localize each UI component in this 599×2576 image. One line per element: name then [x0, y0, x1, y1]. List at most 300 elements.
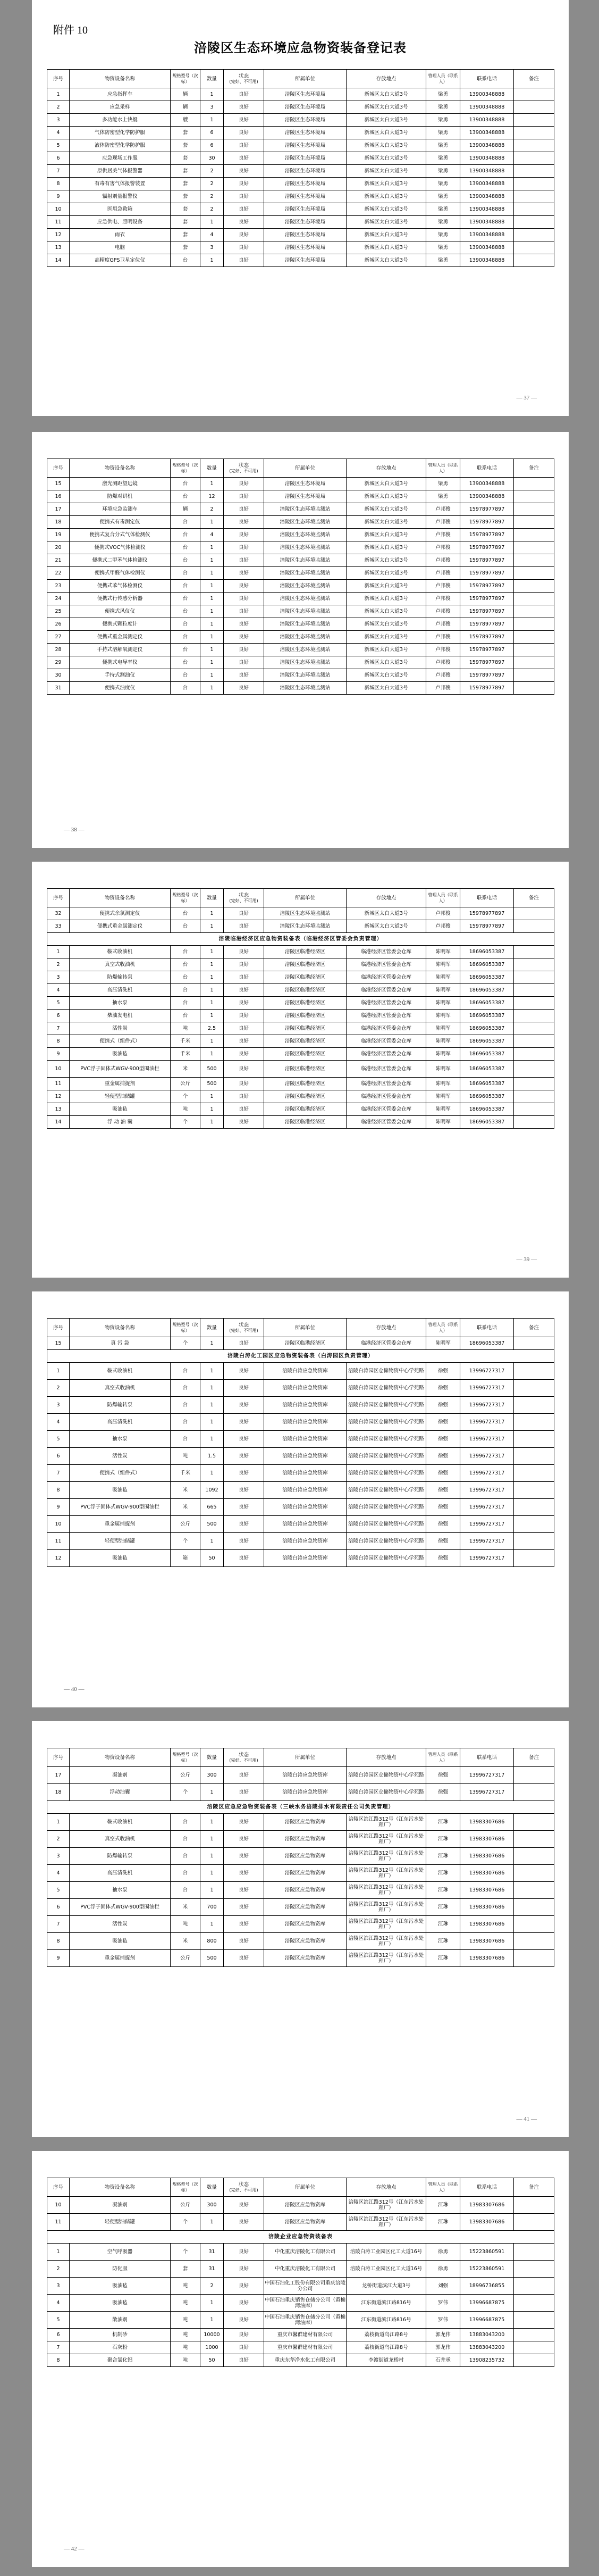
- table-row: [47, 644, 554, 656]
- header-seq: [47, 70, 70, 88]
- cell-seq: 1: [47, 946, 70, 958]
- cell-remark: [514, 1899, 554, 1916]
- cell-manager: 梁勇: [426, 190, 460, 203]
- cell-spec: 套: [171, 241, 200, 254]
- cell-status: 良好: [224, 541, 264, 554]
- header-seq: [47, 2178, 70, 2197]
- cell-location: 涪陵白涛园区仓储物资中心学苑路: [347, 1550, 426, 1567]
- cell-location: 新城区太白大道3号: [347, 618, 426, 631]
- cell-qty: 1: [200, 554, 224, 567]
- document-page: [32, 862, 569, 1278]
- cell-qty: 30: [200, 152, 224, 165]
- cell-phone: 15978977897: [460, 529, 514, 541]
- header-spec-text: 规格型号（次标）: [172, 893, 198, 903]
- cell-qty: 50: [200, 2354, 224, 2367]
- table-row: [47, 478, 554, 490]
- cell-remark: [514, 2244, 554, 2261]
- header-unit: [264, 459, 347, 478]
- cell-unit: 涪陵区应急物资库: [264, 1899, 347, 1916]
- cell-unit: 涪陵区生态环境监测站: [264, 682, 347, 695]
- header-spec: [171, 889, 200, 907]
- cell-qty: 1: [200, 1397, 224, 1414]
- cell-qty: 1: [200, 1831, 224, 1848]
- cell-status: 良好: [224, 2295, 264, 2312]
- header-location: [347, 2178, 426, 2197]
- cell-location: 江东街道滨江路816号: [347, 2295, 426, 2312]
- cell-status: 良好: [224, 984, 264, 997]
- cell-seq: 9: [47, 190, 70, 203]
- cell-location: 新城区太白大道3号: [347, 152, 426, 165]
- cell-qty: 2: [200, 190, 224, 203]
- cell-seq: 7: [47, 165, 70, 178]
- document-page: [32, 1721, 569, 2137]
- cell-remark: [514, 567, 554, 580]
- cell-location: 涪陵白涛工业园区化工大道16号: [347, 2244, 426, 2261]
- cell-location: 江东街道滨江路816号: [347, 2312, 426, 2329]
- header-status: [224, 1748, 264, 1767]
- cell-location: 临港经济区管委会仓库: [347, 1103, 426, 1116]
- section-row: [47, 1350, 554, 1363]
- cell-name: 高压清洗机: [70, 1414, 171, 1431]
- cell-qty: 1: [200, 2295, 224, 2312]
- cell-status: 良好: [224, 656, 264, 669]
- header-status-label: 状态: [238, 1752, 249, 1758]
- cell-seq: 5: [47, 2312, 70, 2329]
- cell-status: 良好: [224, 2244, 264, 2261]
- cell-remark: [514, 88, 554, 101]
- cell-status: 良好: [224, 1465, 264, 1482]
- cell-qty: 1: [200, 946, 224, 958]
- cell-status: 良好: [224, 1116, 264, 1129]
- cell-phone: 13996687875: [460, 2295, 514, 2312]
- header-remark: [514, 1748, 554, 1767]
- cell-remark: [514, 190, 554, 203]
- cell-remark: [514, 1814, 554, 1831]
- table-row: [47, 1448, 554, 1465]
- header-location-text: 存放地点: [376, 1324, 396, 1331]
- header-status-label: 状态: [238, 73, 249, 79]
- cell-qty: 1: [200, 478, 224, 490]
- header-spec-text: 规格型号（次标）: [172, 1752, 198, 1763]
- document-page: [32, 1291, 569, 1707]
- cell-remark: [514, 2197, 554, 2214]
- table-row: [47, 1380, 554, 1397]
- cell-manager: 徐强: [426, 1516, 460, 1533]
- cell-spec: 套: [171, 165, 200, 178]
- cell-spec: 个: [171, 1090, 200, 1103]
- cell-remark: [514, 254, 554, 267]
- cell-name: 活性炭: [70, 1448, 171, 1465]
- cell-phone: 13900348888: [460, 254, 514, 267]
- header-status: [224, 70, 264, 88]
- cell-unit: 涪陵区临港经济区: [264, 946, 347, 958]
- cell-unit: 涪陵区临港经济区: [264, 997, 347, 1010]
- table-row: [47, 503, 554, 516]
- header-spec-text: 规格型号（次标）: [172, 73, 198, 84]
- cell-qty: 300: [200, 2197, 224, 2214]
- cell-name: 防爆对讲机: [70, 490, 171, 503]
- header-location-text: 存放地点: [376, 76, 396, 82]
- cell-phone: 18696053387: [460, 971, 514, 984]
- equipment-table: [47, 1748, 554, 1967]
- cell-name: 有毒有害气体报警装置: [70, 178, 171, 190]
- header-unit-text: 所属单位: [294, 1754, 315, 1761]
- cell-qty: 1: [200, 1848, 224, 1865]
- cell-manager: 卢邦俊: [426, 593, 460, 605]
- cell-spec: 个: [171, 2244, 200, 2261]
- cell-location: 新城区太白大道3号: [347, 88, 426, 101]
- table-row: [47, 567, 554, 580]
- cell-status: 良好: [224, 1482, 264, 1499]
- cell-status: 良好: [224, 88, 264, 101]
- cell-spec: 台: [171, 618, 200, 631]
- cell-spec: 台: [171, 631, 200, 644]
- cell-manager: 卢邦俊: [426, 541, 460, 554]
- cell-location: 临港经济区管委会仓库: [347, 971, 426, 984]
- cell-unit: 涪陵区应急物资库: [264, 1865, 347, 1882]
- cell-status: 良好: [224, 127, 264, 139]
- cell-remark: [514, 631, 554, 644]
- header-spec-text: 规格型号（次标）: [172, 1322, 198, 1333]
- cell-manager: 罗伟: [426, 2312, 460, 2329]
- table-row: [47, 88, 554, 101]
- cell-seq: 4: [47, 127, 70, 139]
- cell-status: 良好: [224, 478, 264, 490]
- cell-status: 良好: [224, 907, 264, 920]
- cell-status: 良好: [224, 997, 264, 1010]
- cell-name: PVC浮子固体式WGV-900型围油栏: [70, 1899, 171, 1916]
- cell-seq: 2: [47, 2261, 70, 2278]
- header-manager-text: 管理人员（联系人）: [428, 2182, 458, 2192]
- cell-manager: 梁勇: [426, 229, 460, 241]
- cell-remark: [514, 1035, 554, 1048]
- cell-unit: 涪陵区临港经济区: [264, 1022, 347, 1035]
- cell-location: 李渡街道龙桥村: [347, 2354, 426, 2367]
- cell-qty: 1: [200, 1363, 224, 1380]
- cell-status: 良好: [224, 644, 264, 656]
- header-manager-text: 管理人员（联系人）: [428, 73, 458, 84]
- cell-qty: 1: [200, 567, 224, 580]
- cell-location: 涪陵白涛园区仓储物资中心学苑路: [347, 1767, 426, 1784]
- header-manager: [426, 889, 460, 907]
- cell-name: 便携式苯气体检测仪: [70, 580, 171, 593]
- cell-spec: 套: [171, 2261, 200, 2278]
- table-row: [47, 958, 554, 971]
- cell-manager: 陈明军: [426, 1090, 460, 1103]
- cell-unit: 涪陵区临港经济区: [264, 1116, 347, 1129]
- cell-phone: 18696053387: [460, 997, 514, 1010]
- cell-seq: 8: [47, 1933, 70, 1950]
- cell-status: 良好: [224, 139, 264, 152]
- cell-location: 临港经济区管委会仓库: [347, 1035, 426, 1048]
- cell-name: 气体防密型化学防护服: [70, 127, 171, 139]
- cell-qty: 1: [200, 971, 224, 984]
- cell-phone: 13908235732: [460, 2354, 514, 2367]
- cell-manager: 卢邦俊: [426, 656, 460, 669]
- table-row: [47, 178, 554, 190]
- header-location-text: 存放地点: [376, 2184, 396, 2190]
- cell-status: 良好: [224, 152, 264, 165]
- cell-phone: 13996727317: [460, 1465, 514, 1482]
- cell-status: 良好: [224, 1933, 264, 1950]
- cell-unit: 涪陵区生态环境监测站: [264, 541, 347, 554]
- cell-manager: 徐强: [426, 1414, 460, 1431]
- cell-unit: 涪陵区临港经济区: [264, 1010, 347, 1022]
- cell-name: 便携式（组件式）: [70, 1465, 171, 1482]
- cell-status: 良好: [224, 1831, 264, 1848]
- header-status-sub: (完好、不可用): [229, 1328, 258, 1333]
- cell-spec: 套: [171, 139, 200, 152]
- cell-spec: 台: [171, 490, 200, 503]
- cell-location: 涪陵区滨江路312号（江东污水处理厂）: [347, 1950, 426, 1967]
- cell-qty: 1: [200, 682, 224, 695]
- cell-name: PVC浮子固体式WGV-900型围油栏: [70, 1499, 171, 1516]
- header-status: [224, 1319, 264, 1337]
- cell-remark: [514, 1767, 554, 1784]
- table-row: [47, 1482, 554, 1499]
- cell-manager: 徐勇: [426, 2244, 460, 2261]
- cell-remark: [514, 1116, 554, 1129]
- cell-phone: 13996727317: [460, 1363, 514, 1380]
- cell-spec: 台: [171, 644, 200, 656]
- cell-spec: 台: [171, 567, 200, 580]
- cell-location: 涪陵白涛园区仓储物资中心学苑路: [347, 1380, 426, 1397]
- cell-name: 防爆输转泵: [70, 1848, 171, 1865]
- cell-name: 吸油毡: [70, 2295, 171, 2312]
- header-qty-text: 数量: [206, 2184, 217, 2190]
- cell-unit: 涪陵区生态环境监测站: [264, 554, 347, 567]
- cell-location: 涪陵白涛园区仓储物资中心学苑路: [347, 1784, 426, 1801]
- header-unit: [264, 1748, 347, 1767]
- cell-unit: 重庆市馨群建材有限公司: [264, 2329, 347, 2341]
- cell-manager: 梁勇: [426, 165, 460, 178]
- cell-spec: 台: [171, 529, 200, 541]
- equipment-table: [47, 888, 554, 1129]
- cell-seq: 6: [47, 1010, 70, 1022]
- cell-location: 新城区太白大道3号: [347, 216, 426, 229]
- cell-qty: 1: [200, 920, 224, 933]
- cell-unit: 涪陵区应急物资库: [264, 1848, 347, 1865]
- cell-seq: 22: [47, 567, 70, 580]
- cell-name: 便携式颗粒度计: [70, 618, 171, 631]
- cell-seq: 1: [47, 88, 70, 101]
- cell-phone: 13900348888: [460, 229, 514, 241]
- cell-location: 涪陵区滨江路312号（江东污水处理厂）: [347, 1916, 426, 1933]
- cell-status: 良好: [224, 190, 264, 203]
- cell-phone: 13983307686: [460, 1831, 514, 1848]
- cell-spec: 公斤: [171, 1767, 200, 1784]
- header-qty-text: 数量: [206, 895, 217, 901]
- cell-name: 液体防密型化学防护服: [70, 139, 171, 152]
- cell-status: 良好: [224, 1078, 264, 1090]
- cell-location: 新城区太白大道3号: [347, 165, 426, 178]
- cell-remark: [514, 1078, 554, 1090]
- cell-manager: 陈明军: [426, 1116, 460, 1129]
- cell-spec: 吨: [171, 1103, 200, 1116]
- cell-phone: 15978977897: [460, 605, 514, 618]
- cell-unit: 涪陵区生态环境局: [264, 101, 347, 114]
- table-row: [47, 1103, 554, 1116]
- cell-remark: [514, 1499, 554, 1516]
- cell-remark: [514, 529, 554, 541]
- cell-spec: 吨: [171, 2312, 200, 2329]
- cell-qty: 500: [200, 1061, 224, 1078]
- cell-unit: 涪陵区应急物资库: [264, 1831, 347, 1848]
- cell-qty: 1: [200, 1465, 224, 1482]
- cell-qty: 31: [200, 2244, 224, 2261]
- cell-name: 便携式有毒测定仪: [70, 516, 171, 529]
- cell-remark: [514, 241, 554, 254]
- table-row: [47, 516, 554, 529]
- equipment-table: [47, 69, 554, 267]
- cell-unit: 涪陵区生态环境监测站: [264, 907, 347, 920]
- cell-seq: 4: [47, 2295, 70, 2312]
- cell-unit: 涪陵区生态环境局: [264, 478, 347, 490]
- header-manager-text: 管理人员（联系人）: [428, 463, 458, 473]
- table-row: [47, 984, 554, 997]
- cell-location: 龙桥街道滨江大道3号: [347, 2278, 426, 2295]
- table-row: [47, 1035, 554, 1048]
- cell-seq: 21: [47, 554, 70, 567]
- cell-seq: 13: [47, 1103, 70, 1116]
- cell-manager: 徐强: [426, 1448, 460, 1465]
- cell-remark: [514, 165, 554, 178]
- cell-phone: 18696053387: [460, 1061, 514, 1078]
- header-name: [70, 1319, 171, 1337]
- table-header-row: [47, 1748, 554, 1767]
- cell-remark: [514, 1784, 554, 1801]
- cell-unit: 涪陵区生态环境局: [264, 203, 347, 216]
- cell-seq: 2: [47, 1831, 70, 1848]
- cell-seq: 3: [47, 2278, 70, 2295]
- cell-name: 轻便型油储罐: [70, 1533, 171, 1550]
- cell-location: 临港经济区管委会仓库: [347, 1337, 426, 1350]
- cell-name: 真空式收油机: [70, 958, 171, 971]
- cell-phone: 13900348888: [460, 478, 514, 490]
- cell-name: 空气呼吸器: [70, 2244, 171, 2261]
- header-qty-text: 数量: [206, 1324, 217, 1331]
- cell-qty: 1: [200, 958, 224, 971]
- header-status-label: 状态: [238, 2181, 249, 2188]
- table-row: [47, 114, 554, 127]
- cell-unit: 涪陵区生态环境局: [264, 88, 347, 101]
- table-row: [47, 971, 554, 984]
- cell-spec: 箱: [171, 1550, 200, 1567]
- cell-status: 良好: [224, 605, 264, 618]
- cell-phone: 13996727317: [460, 1784, 514, 1801]
- cell-status: 良好: [224, 1010, 264, 1022]
- cell-remark: [514, 593, 554, 605]
- cell-unit: 涪陵区应急物资库: [264, 1882, 347, 1899]
- cell-name: 便携式风仪仪: [70, 605, 171, 618]
- cell-unit: 涪陵区临港经济区: [264, 1061, 347, 1078]
- table-row: [47, 946, 554, 958]
- cell-unit: 涪陵区临港经济区: [264, 1078, 347, 1090]
- cell-manager: 陈明军: [426, 1103, 460, 1116]
- cell-status: 良好: [224, 971, 264, 984]
- cell-name: 便携式电导率仪: [70, 656, 171, 669]
- cell-seq: 10: [47, 2197, 70, 2214]
- cell-phone: 15978977897: [460, 920, 514, 933]
- cell-remark: [514, 984, 554, 997]
- cell-seq: 18: [47, 516, 70, 529]
- cell-unit: 中国石油重庆销售仓储分公司（黄桷湾油库）: [264, 2312, 347, 2329]
- cell-spec: 套: [171, 127, 200, 139]
- cell-manager: 梁勇: [426, 216, 460, 229]
- cell-name: 便携式（组件式）: [70, 1035, 171, 1048]
- header-seq-text: 序号: [53, 1754, 63, 1761]
- cell-seq: 11: [47, 1078, 70, 1090]
- cell-remark: [514, 178, 554, 190]
- cell-remark: [514, 1482, 554, 1499]
- cell-name: 手持式溶解氧测定仪: [70, 644, 171, 656]
- cell-location: 新城区太白大道3号: [347, 229, 426, 241]
- section-row: [47, 933, 554, 946]
- cell-location: 临港经济区管委会仓库: [347, 1048, 426, 1061]
- cell-phone: 15978977897: [460, 541, 514, 554]
- header-phone-text: 联系电话: [476, 895, 497, 901]
- cell-spec: 台: [171, 1431, 200, 1448]
- cell-qty: 1: [200, 907, 224, 920]
- table-row: [47, 1814, 554, 1831]
- cell-location: 新城区太白大道3号: [347, 203, 426, 216]
- table-row: [47, 2244, 554, 2261]
- cell-location: 新城区太白大道3号: [347, 644, 426, 656]
- cell-spec: 个: [171, 1784, 200, 1801]
- cell-name: 便携式VOC气体检测仪: [70, 541, 171, 554]
- cell-spec: 公斤: [171, 1950, 200, 1967]
- cell-manager: 卢邦俊: [426, 920, 460, 933]
- cell-name: 高压清洗机: [70, 1865, 171, 1882]
- cell-qty: 1: [200, 1380, 224, 1397]
- cell-status: 良好: [224, 1516, 264, 1533]
- header-status-sub: (完好、不可用): [229, 2187, 258, 2192]
- cell-phone: 18696053387: [460, 1103, 514, 1116]
- table-row: [47, 2354, 554, 2367]
- cell-unit: 涪陵区生态环境监测站: [264, 644, 347, 656]
- table-row: [47, 541, 554, 554]
- table-row: [47, 139, 554, 152]
- header-location: [347, 459, 426, 478]
- header-remark-text: 备注: [528, 465, 539, 471]
- cell-remark: [514, 580, 554, 593]
- cell-manager: 卢邦俊: [426, 554, 460, 567]
- cell-phone: 13996727317: [460, 1482, 514, 1499]
- table-row: [47, 1116, 554, 1129]
- cell-qty: 1: [200, 644, 224, 656]
- cell-status: 良好: [224, 516, 264, 529]
- cell-status: 良好: [224, 618, 264, 631]
- table-row: [47, 1363, 554, 1380]
- header-remark-text: 备注: [528, 2184, 539, 2190]
- cell-location: 荔枝街道乌江路8号: [347, 2329, 426, 2341]
- cell-remark: [514, 1048, 554, 1061]
- cell-phone: 15978977897: [460, 593, 514, 605]
- cell-remark: [514, 503, 554, 516]
- cell-spec: 个: [171, 2214, 200, 2231]
- header-seq: [47, 1748, 70, 1767]
- cell-status: 良好: [224, 165, 264, 178]
- table-row: [47, 241, 554, 254]
- cell-qty: 6: [200, 139, 224, 152]
- cell-name: 激光测距望远镜: [70, 478, 171, 490]
- cell-seq: 7: [47, 1916, 70, 1933]
- cell-name: 活性炭: [70, 1022, 171, 1035]
- cell-status: 良好: [224, 2354, 264, 2367]
- cell-remark: [514, 946, 554, 958]
- cell-phone: 13900348888: [460, 114, 514, 127]
- cell-status: 良好: [224, 1882, 264, 1899]
